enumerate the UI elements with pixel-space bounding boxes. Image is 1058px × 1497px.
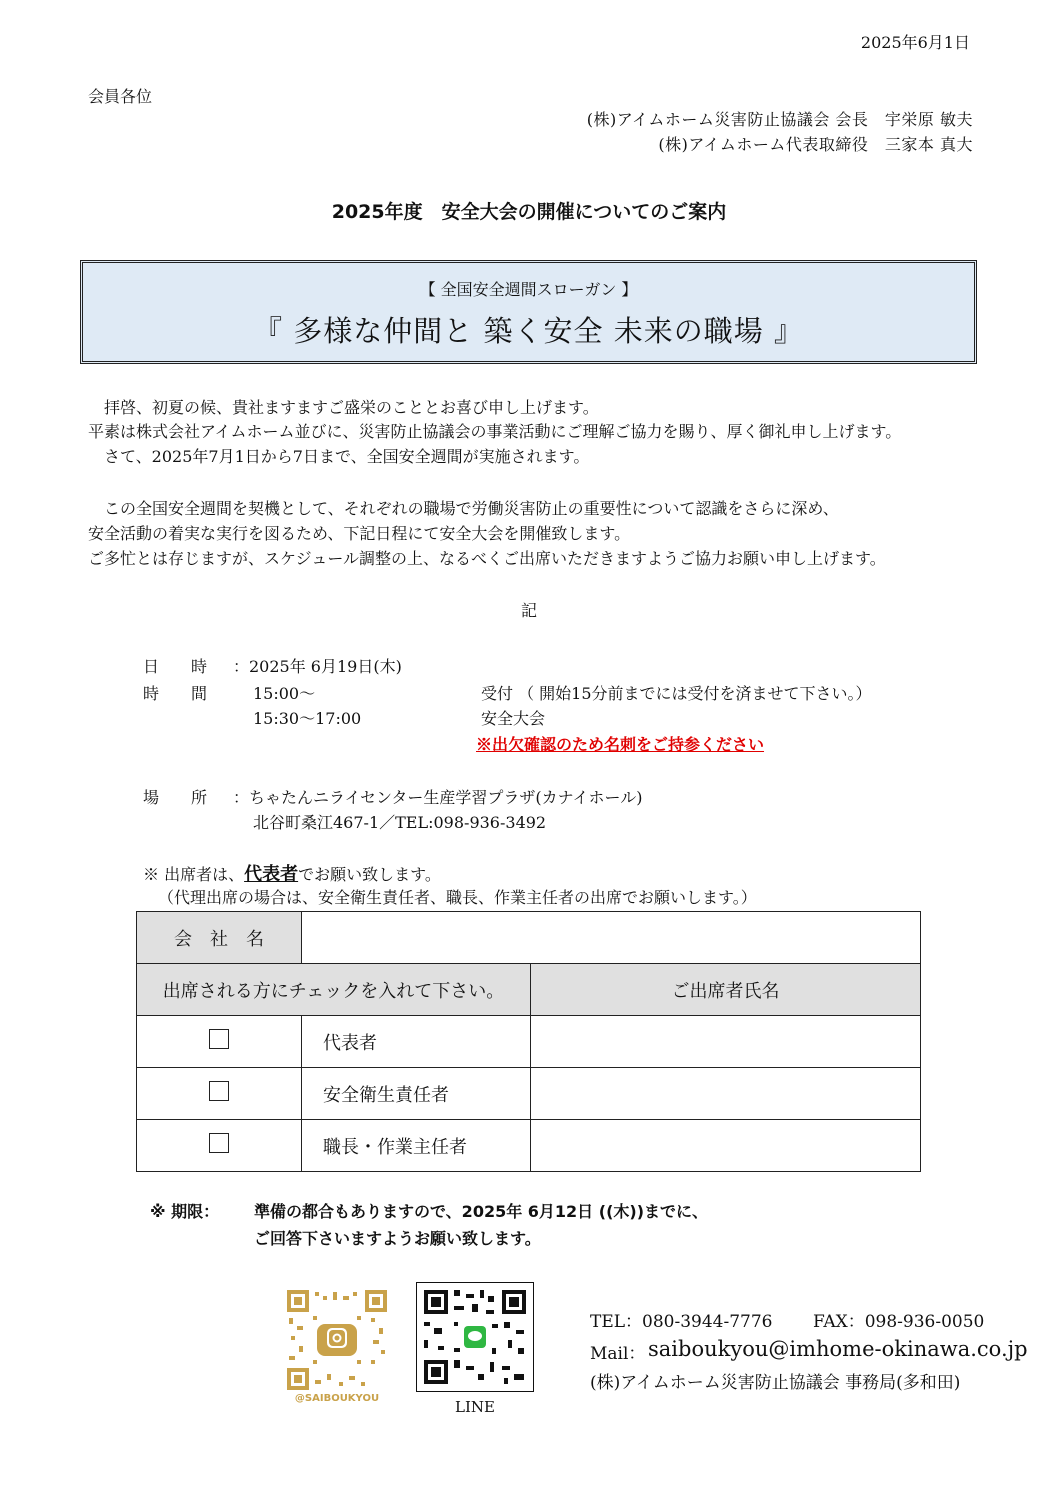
line-qr-code <box>416 1282 534 1392</box>
time-1: 15:00～ <box>253 684 316 703</box>
document-title: 2025年度 安全大会の開催についてのご案内 <box>331 201 727 223</box>
body-paragraph-6: ご多忙とは存じますが、スケジュール調整の上、なるべくご出席いただきますようご協力お願い申し上げます。 <box>88 549 886 568</box>
attendee-note-prefix: ※ 出席者は、 <box>143 865 245 884</box>
attendee-name-input[interactable] <box>531 1068 921 1120</box>
checkbox-cell[interactable] <box>137 1120 302 1172</box>
office-name: (株)アイムホーム災害防止協議会 事務局(多和田) <box>590 1373 961 1393</box>
role-label: 職長・作業主任者 <box>302 1120 531 1172</box>
attendee-name-input[interactable] <box>531 1016 921 1068</box>
document-date: 2025年6月1日 <box>860 33 970 52</box>
place-address: 北谷町桑江467-1／TEL:098-936-3492 <box>253 813 547 832</box>
attendee-name-input[interactable] <box>531 1120 921 1172</box>
body-paragraph-3: さて、2025年7月1日から7日まで、全国安全週間が実施されます。 <box>88 447 590 466</box>
time-2: 15:30～17:00 <box>253 709 362 728</box>
line-label: LINE <box>455 1398 495 1416</box>
sender-line-1: (株)アイムホーム災害防止協議会 会長 宇栄原 敏夫 <box>586 110 973 129</box>
time-1-desc: 受付 （ 開始15分前までには受付を済ませて下さい。） <box>481 684 872 703</box>
ki-heading: 記 <box>520 601 537 620</box>
body-paragraph-2: 平素は株式会社アイムホーム並びに、災害防止協議会の事業活動にご理解ご協力を賜り、厚く御礼申し上げます。 <box>88 422 902 441</box>
checkbox[interactable] <box>209 1081 229 1101</box>
attendee-note-emphasis: 代表者 <box>244 864 299 885</box>
body-paragraph-1: 拝啓、初夏の候、貴社ますますご盛栄のこととお喜び申し上げます。 <box>88 398 599 417</box>
instagram-handle: @SAIBOUKYOU <box>294 1393 380 1404</box>
mail-address[interactable]: saiboukyou@imhome-okinawa.co.jp <box>648 1337 1028 1361</box>
addressee: 会員各位 <box>88 87 153 106</box>
place-label: 場 所 <box>143 788 208 807</box>
sender-line-2: (株)アイムホーム代表取締役 三家本 真大 <box>658 135 973 154</box>
check-header: 出席される方にチェックを入れて下さい。 <box>137 964 531 1016</box>
role-label: 安全衛生責任者 <box>302 1068 531 1120</box>
name-header: ご出席者氏名 <box>531 964 921 1016</box>
checkbox[interactable] <box>209 1029 229 1049</box>
body-paragraph-5: 安全活動の着実な実行を図るため、下記日程にて安全大会を開催致します。 <box>88 524 631 543</box>
date-label: 日 時 <box>143 657 208 676</box>
place-value: ：ちゃたんニライセンター生産学習プラザ(カナイホール) <box>233 788 643 807</box>
checkbox-cell[interactable] <box>137 1016 302 1068</box>
deadline-label: ※ 期限： <box>150 1202 220 1221</box>
slogan-box <box>80 260 977 364</box>
slogan-text: 『 多様な仲間と 築く安全 未来の職場 』 <box>253 314 804 348</box>
business-card-note: ※出欠確認のため名刺をご持参ください <box>476 735 765 754</box>
fax: FAX：098-936-0050 <box>813 1312 985 1332</box>
body-paragraph-4: この全国安全週間を契機として、それぞれの職場で労働災害防止の重要性について認識をさらに深め、 <box>88 499 839 518</box>
time-2-desc: 安全大会 <box>481 709 546 728</box>
attendee-note-1 <box>143 860 441 886</box>
checkbox[interactable] <box>209 1133 229 1153</box>
date-value: ：2025年 6月19日(木) <box>233 657 402 676</box>
time-label: 時 間 <box>143 684 208 703</box>
tel: TEL：080-3944-7776 <box>590 1312 773 1332</box>
company-input[interactable] <box>302 912 921 964</box>
company-label: 会 社 名 <box>137 912 302 964</box>
instagram-qr-code <box>287 1290 387 1390</box>
checkbox-cell[interactable] <box>137 1068 302 1120</box>
attendance-form <box>136 911 921 1172</box>
deadline-line-2: ご回答下さいますようお願い致します。 <box>254 1229 541 1248</box>
role-label: 代表者 <box>302 1016 531 1068</box>
mail-label: Mail： <box>590 1344 646 1364</box>
attendee-note-2: （代理出席の場合は、安全衛生責任者、職長、作業主任者の出席でお願いします。） <box>158 888 757 907</box>
deadline-line-1: 準備の都合もありますので、2025年 6月12日 ((木))までに、 <box>254 1202 709 1221</box>
slogan-label: 【 全国安全週間スローガン 】 <box>419 280 638 299</box>
attendee-note-suffix: でお願い致します。 <box>298 865 441 884</box>
